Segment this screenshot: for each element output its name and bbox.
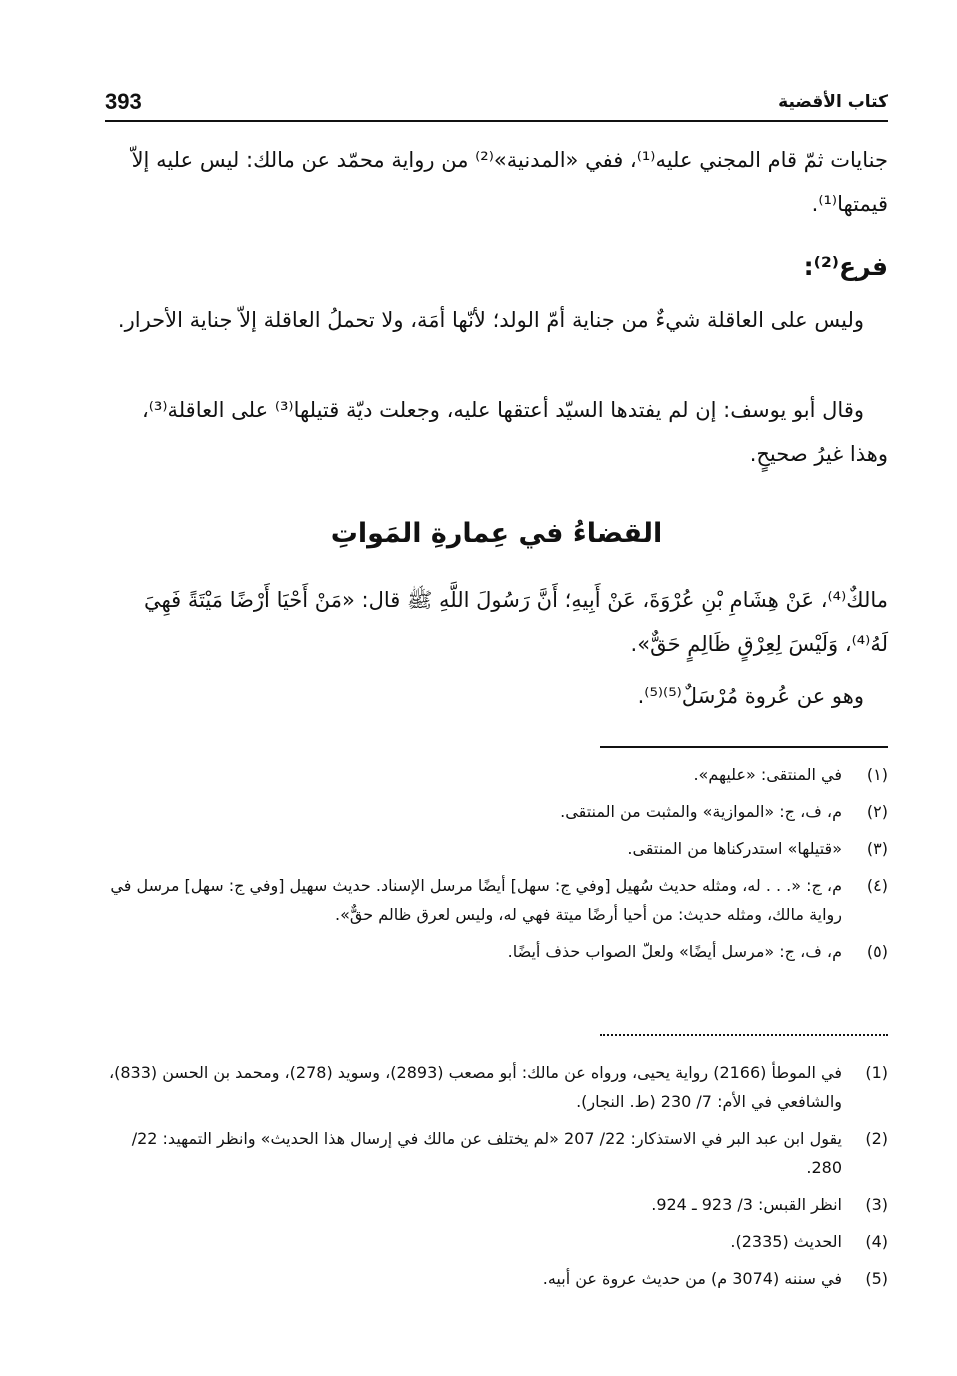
footnote-text: في المنتقى: «عليهم». xyxy=(693,765,842,784)
footnote-item xyxy=(105,1124,888,1182)
footnote-number: (٣) xyxy=(866,839,888,858)
footnote-text: في الموطأ (2166) رواية يحيى، ورواه عن مالك: أبو مصعب (2893)، وسويد (278)، ومحمد بن الحسن (833)، والشافعي في الأم: 7/ 230 (ط. النجار). xyxy=(108,1063,842,1111)
footnote-number: (4) xyxy=(865,1232,888,1251)
footnote-item xyxy=(105,1058,888,1116)
footnote-text: م، ج: «. . . له، ومثله حديث سُهيل [وفي ج: سهل] أيضًا مرسل الإسناد. حديث سهيل [وفي ج: سهل] مرسل في رواية مالك، ومثله حديث: من أحيا أرضًا ميتة فهي له، وليس لعرق ظالم حقٌّ». xyxy=(110,876,842,924)
footnote-number: (٢) xyxy=(866,802,888,821)
footnote-text: انظر القبس: 3/ 923 ـ 924. xyxy=(651,1195,842,1214)
footnote-divider-dotted xyxy=(600,1034,888,1036)
paragraph-text: جنايات ثمّ قام المجني عليه⁽¹⁾، ففي «المدنية»⁽²⁾ من رواية محمّد عن مالك: ليس عليه إلاّ قيمتها⁽¹⁾. xyxy=(131,148,888,216)
body-paragraph-2 xyxy=(105,298,888,342)
hadith-paragraph xyxy=(105,578,888,666)
hadith-note-text: وهو عن عُروة مُرْسَلٌ⁽⁵⁾⁽⁵⁾. xyxy=(637,684,864,708)
footnote-text: الحديث (2335). xyxy=(730,1232,842,1251)
footnote-text: يقول ابن عبد البر في الاستذكار: 22/ 207 «لم يختلف عن مالك في إرسال هذا الحديث» وانظر التمهيد: 22/ 280. xyxy=(131,1129,842,1177)
footnote-item xyxy=(105,834,888,863)
branch-heading xyxy=(105,245,888,289)
footnote-item xyxy=(105,1190,888,1219)
footnote-number: (5) xyxy=(865,1269,888,1288)
branch-heading-text: فرع⁽²⁾: xyxy=(803,252,888,281)
hadith-text: مالكٌ⁽⁴⁾، عَنْ هِشَامِ بْنِ عُرْوَةَ، عَنْ أَبِيهِ؛ أَنَّ رَسُولَ اللَّهِ ﷺ قال: «مَنْ أَحْيَا أَرْضًا مَيْتَةً فَهِيَ لَهُ⁽⁴⁾، وَلَيْسَ لِعِرْقٍ ظَالِمٍ حَقٌّ». xyxy=(143,588,888,656)
footnote-item xyxy=(105,797,888,826)
paragraph-text: وليس على العاقلة شيءٌ من جناية أمّ الولد؛ لأنّها أمَة، ولا تحملُ العاقلة إلاّ جناية الأحرار. xyxy=(117,308,864,332)
hadith-note xyxy=(105,674,888,718)
page-header xyxy=(105,84,888,122)
footnote-text: «قتيلها» استدركناها من المنتقى. xyxy=(627,839,842,858)
footnote-number: (3) xyxy=(865,1195,888,1214)
running-title: كتاب الأقضية xyxy=(778,92,888,112)
paragraph-text: وقال أبو يوسف: إن لم يفتدها السيّد أعتقها عليه، وجعلت ديّة قتيلها⁽³⁾ على العاقلة⁽³⁾، وهذا غيرُ صحيحٍ. xyxy=(141,398,888,466)
body-paragraph-1 xyxy=(105,138,888,226)
footnote-number: (1) xyxy=(865,1063,888,1082)
page-number: 393 xyxy=(105,89,142,114)
footnote-item xyxy=(105,1264,888,1293)
footnote-text: في سننه (3074 م) من حديث عروة عن أبيه. xyxy=(542,1269,842,1288)
footnote-divider xyxy=(600,746,888,748)
section-heading: القضاءُ في عِمارةِ المَواتِ xyxy=(330,518,663,549)
footnote-item xyxy=(105,871,888,929)
footnote-text: م، ف، ج: «الموازية» والمثبت من المنتقى. xyxy=(560,802,842,821)
footnotes-upper xyxy=(105,760,888,974)
body-paragraph-3 xyxy=(105,388,888,476)
footnote-item xyxy=(105,1227,888,1256)
footnote-number: (١) xyxy=(866,765,888,784)
footnotes-lower xyxy=(105,1058,888,1301)
footnote-item xyxy=(105,937,888,966)
footnote-number: (2) xyxy=(865,1129,888,1148)
footnote-item xyxy=(105,760,888,789)
footnote-number: (٤) xyxy=(866,876,888,895)
footnote-text: م، ف، ج: «مرسل أيضًا» ولعلّ الصواب حذف أيضًا. xyxy=(507,942,842,961)
footnote-number: (٥) xyxy=(866,942,888,961)
